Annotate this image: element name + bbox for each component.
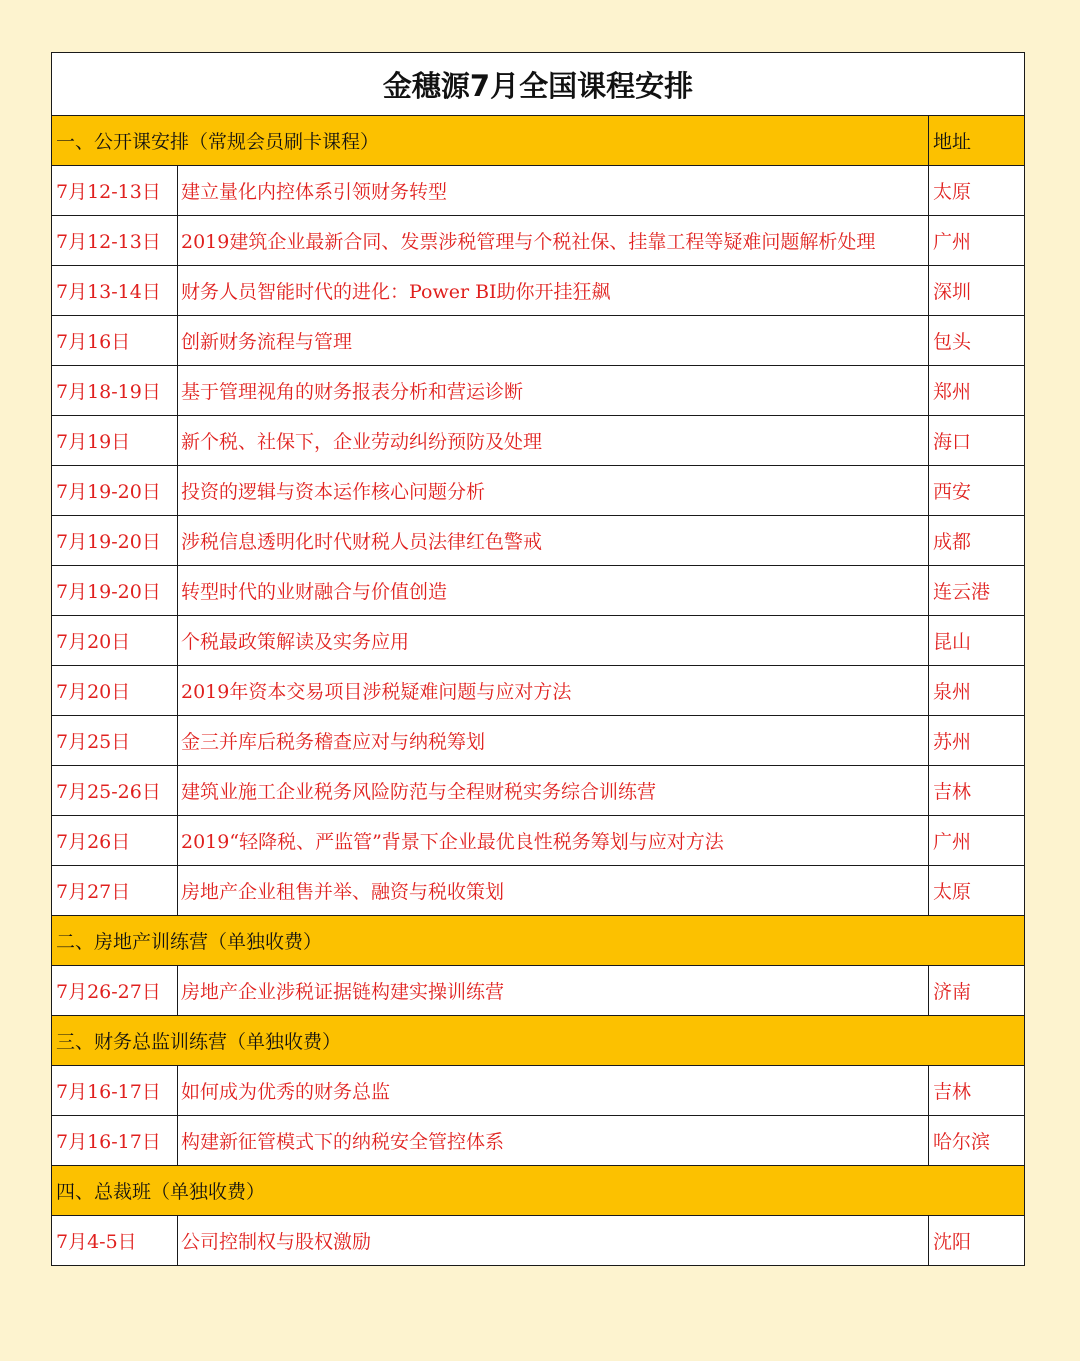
title-row — [52, 53, 1025, 116]
page-title: 金穗源7月全国课程安排 — [52, 53, 1025, 116]
course-name: 基于管理视角的财务报表分析和营运诊断 — [178, 366, 929, 416]
course-name: 公司控制权与股权激励 — [178, 1216, 929, 1266]
course-name: 转型时代的业财融合与价值创造 — [178, 566, 929, 616]
section-heading-row — [52, 916, 1025, 966]
course-row — [52, 1216, 1025, 1266]
course-name: 2019年资本交易项目涉税疑难问题与应对方法 — [178, 666, 929, 716]
section-heading: 三、财务总监训练营（单独收费） — [52, 1016, 1025, 1066]
course-row — [52, 316, 1025, 366]
course-date: 7月20日 — [52, 616, 178, 666]
course-row — [52, 416, 1025, 466]
address-column-header: 地址 — [929, 116, 1025, 166]
course-row — [52, 616, 1025, 666]
course-city: 西安 — [929, 466, 1025, 516]
section-heading-row — [52, 1166, 1025, 1216]
course-date: 7月25-26日 — [52, 766, 178, 816]
course-name: 金三并库后税务稽查应对与纳税筹划 — [178, 716, 929, 766]
course-row — [52, 816, 1025, 866]
course-name: 新个税、社保下，企业劳动纠纷预防及处理 — [178, 416, 929, 466]
course-name: 2019“轻降税、严监管”背景下企业最优良性税务筹划与应对方法 — [178, 816, 929, 866]
course-city: 泉州 — [929, 666, 1025, 716]
course-name: 涉税信息透明化时代财税人员法律红色警戒 — [178, 516, 929, 566]
course-row — [52, 666, 1025, 716]
course-city: 郑州 — [929, 366, 1025, 416]
course-row — [52, 966, 1025, 1016]
course-date: 7月13-14日 — [52, 266, 178, 316]
course-row — [52, 866, 1025, 916]
course-city: 广州 — [929, 216, 1025, 266]
course-row — [52, 366, 1025, 416]
course-row — [52, 716, 1025, 766]
course-row — [52, 766, 1025, 816]
course-date: 7月19-20日 — [52, 516, 178, 566]
course-date: 7月16-17日 — [52, 1066, 178, 1116]
course-name: 2019建筑企业最新合同、发票涉税管理与个税社保、挂靠工程等疑难问题解析处理 — [178, 216, 929, 266]
course-row — [52, 466, 1025, 516]
course-row — [52, 1116, 1025, 1166]
section-heading-row — [52, 116, 1025, 166]
course-city: 苏州 — [929, 716, 1025, 766]
course-date: 7月12-13日 — [52, 166, 178, 216]
course-city: 太原 — [929, 866, 1025, 916]
course-city: 包头 — [929, 316, 1025, 366]
course-city: 哈尔滨 — [929, 1116, 1025, 1166]
course-name: 建立量化内控体系引领财务转型 — [178, 166, 929, 216]
course-date: 7月19-20日 — [52, 466, 178, 516]
course-city: 吉林 — [929, 1066, 1025, 1116]
course-city: 深圳 — [929, 266, 1025, 316]
course-city: 吉林 — [929, 766, 1025, 816]
section-heading: 一、公开课安排（常规会员刷卡课程） — [52, 116, 929, 166]
course-schedule-table — [51, 52, 1025, 1266]
course-row — [52, 566, 1025, 616]
course-date: 7月27日 — [52, 866, 178, 916]
course-date: 7月20日 — [52, 666, 178, 716]
schedule-body — [52, 53, 1025, 1266]
section-heading: 四、总裁班（单独收费） — [52, 1166, 1025, 1216]
course-date: 7月4-5日 — [52, 1216, 178, 1266]
course-date: 7月26-27日 — [52, 966, 178, 1016]
course-name: 构建新征管模式下的纳税安全管控体系 — [178, 1116, 929, 1166]
course-city: 成都 — [929, 516, 1025, 566]
course-name: 房地产企业涉税证据链构建实操训练营 — [178, 966, 929, 1016]
section-heading: 二、房地产训练营（单独收费） — [52, 916, 1025, 966]
course-name: 财务人员智能时代的进化：Power BI助你开挂狂飙 — [178, 266, 929, 316]
course-name: 房地产企业租售并举、融资与税收策划 — [178, 866, 929, 916]
course-date: 7月18-19日 — [52, 366, 178, 416]
course-row — [52, 166, 1025, 216]
course-name: 如何成为优秀的财务总监 — [178, 1066, 929, 1116]
course-name: 创新财务流程与管理 — [178, 316, 929, 366]
course-city: 济南 — [929, 966, 1025, 1016]
course-city: 海口 — [929, 416, 1025, 466]
course-city: 太原 — [929, 166, 1025, 216]
course-row — [52, 516, 1025, 566]
course-city: 沈阳 — [929, 1216, 1025, 1266]
course-date: 7月19-20日 — [52, 566, 178, 616]
section-heading-row — [52, 1016, 1025, 1066]
course-date: 7月26日 — [52, 816, 178, 866]
course-name: 投资的逻辑与资本运作核心问题分析 — [178, 466, 929, 516]
course-date: 7月19日 — [52, 416, 178, 466]
course-city: 昆山 — [929, 616, 1025, 666]
course-city: 连云港 — [929, 566, 1025, 616]
course-date: 7月25日 — [52, 716, 178, 766]
course-row — [52, 266, 1025, 316]
course-date: 7月16-17日 — [52, 1116, 178, 1166]
course-row — [52, 1066, 1025, 1116]
course-date: 7月12-13日 — [52, 216, 178, 266]
course-city: 广州 — [929, 816, 1025, 866]
course-date: 7月16日 — [52, 316, 178, 366]
course-name: 个税最政策解读及实务应用 — [178, 616, 929, 666]
course-name: 建筑业施工企业税务风险防范与全程财税实务综合训练营 — [178, 766, 929, 816]
course-row — [52, 216, 1025, 266]
